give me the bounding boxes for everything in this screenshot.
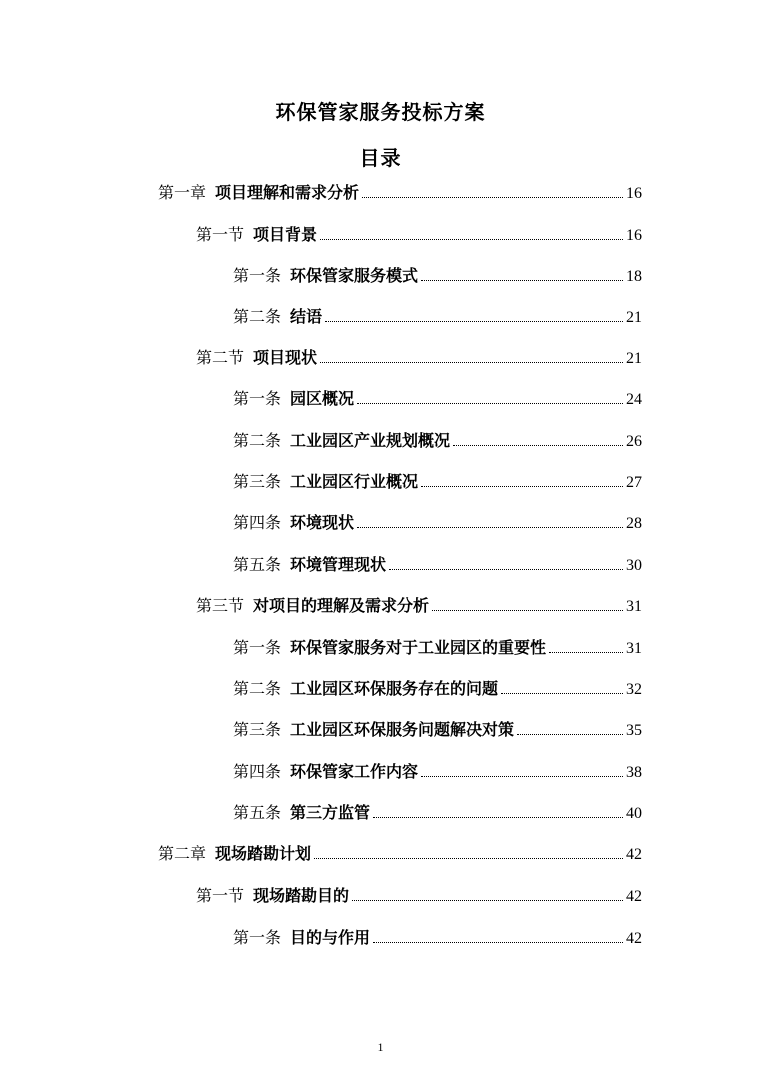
toc-entry[interactable] [233,760,642,784]
toc-entry-title: 环保管家工作内容 [290,762,419,781]
toc-entry-page: 40 [626,805,642,822]
toc-entry-page: 42 [626,930,642,947]
toc-entry-prefix: 第二条 [233,679,282,698]
toc-dot-leader [453,444,623,446]
toc-dot-leader [325,320,623,322]
toc-entry[interactable] [196,346,642,370]
toc-entry[interactable] [233,636,642,660]
page-number: 1 [377,1040,384,1054]
toc-entry-page: 38 [626,764,642,781]
toc-entry[interactable] [233,387,642,411]
toc-entry-title: 项目理解和需求分析 [215,183,360,202]
toc-entry-page: 35 [626,722,642,739]
toc-entry-title: 环境管理现状 [290,555,387,574]
toc-entry[interactable] [233,677,642,701]
toc-dot-leader [389,568,623,570]
toc-entry-title: 项目背景 [253,225,318,244]
toc-dot-leader [421,775,623,777]
toc-dot-leader [549,651,623,653]
toc-dot-leader [501,692,623,694]
toc-entry[interactable] [233,470,642,494]
toc-dot-leader [373,941,623,943]
toc-entry-prefix: 第一条 [233,928,282,947]
toc-dot-leader [373,816,623,818]
toc-dot-leader [357,402,623,404]
toc-entry-prefix: 第五条 [233,803,282,822]
toc-entry-page: 24 [626,391,642,408]
toc-entry[interactable] [233,801,642,825]
toc-entry-title: 园区概况 [290,389,355,408]
toc-dot-leader [517,733,623,735]
toc-entry-title: 工业园区行业概况 [290,472,419,491]
toc-entry-title: 结语 [290,307,323,326]
toc-entry-title: 工业园区环保服务存在的问题 [290,679,499,698]
toc-entry-prefix: 第三节 [196,596,245,615]
toc-entry-title: 现场踏勘计划 [215,844,312,863]
toc-entry-page: 31 [626,598,642,615]
toc-entry[interactable] [196,594,642,618]
toc-entry-title: 工业园区环保服务问题解决对策 [290,720,515,739]
toc-dot-leader [362,196,623,198]
toc-entry-title: 对项目的理解及需求分析 [253,596,430,615]
toc-entry-prefix: 第二节 [196,348,245,367]
toc-entry-page: 42 [626,888,642,905]
toc-entry-page: 21 [626,350,642,367]
toc-entry-title: 第三方监管 [290,803,371,822]
toc-entry-page: 16 [626,185,642,202]
toc-entry-page: 16 [626,227,642,244]
toc-entry-page: 28 [626,515,642,532]
toc-entry-page: 21 [626,309,642,326]
toc-entry-title: 环保管家服务对于工业园区的重要性 [290,638,547,657]
toc-entry-prefix: 第三条 [233,720,282,739]
toc-entry-page: 31 [626,640,642,657]
toc-dot-leader [432,609,623,611]
toc-entry-prefix: 第五条 [233,555,282,574]
toc-dot-leader [314,857,623,859]
toc-heading: 目录 [359,146,402,170]
toc-entry-prefix: 第二章 [158,844,207,863]
toc-entry[interactable] [233,511,642,535]
toc-dot-leader [320,238,623,240]
toc-entry-prefix: 第一章 [158,183,207,202]
toc-dot-leader [357,526,623,528]
toc-entry[interactable] [158,181,642,205]
toc-entry-prefix: 第一条 [233,638,282,657]
toc-entry-prefix: 第四条 [233,513,282,532]
toc-entry-prefix: 第三条 [233,472,282,491]
toc-entry-title: 环境现状 [290,513,355,532]
toc-dot-leader [352,899,623,901]
toc-dot-leader [421,279,623,281]
toc-entry-prefix: 第一节 [196,886,245,905]
toc-entry-page: 32 [626,681,642,698]
toc-entry[interactable] [196,884,642,908]
toc-entry-title: 环保管家服务模式 [290,266,419,285]
toc-entry[interactable] [233,305,642,329]
toc-entry-prefix: 第一节 [196,225,245,244]
toc-entry-title: 目的与作用 [290,928,371,947]
toc-entry[interactable] [196,223,642,247]
toc-entry-page: 30 [626,557,642,574]
toc-entry-prefix: 第一条 [233,266,282,285]
toc-dot-leader [421,485,623,487]
toc-entry[interactable] [233,553,642,577]
document-title: 环保管家服务投标方案 [275,100,486,124]
toc-entry-page: 18 [626,268,642,285]
toc-entry-prefix: 第四条 [233,762,282,781]
toc-entry-prefix: 第一条 [233,389,282,408]
toc-entry-title: 工业园区产业规划概况 [290,431,451,450]
toc-entry[interactable] [233,264,642,288]
toc-entry-page: 42 [626,846,642,863]
toc-entry-prefix: 第二条 [233,307,282,326]
toc-entry[interactable] [233,429,642,453]
toc-entry[interactable] [233,718,642,742]
toc-entry-title: 现场踏勘目的 [253,886,350,905]
toc-entry[interactable] [158,842,642,866]
toc-entry-title: 项目现状 [253,348,318,367]
toc-dot-leader [320,361,623,363]
toc-entry-page: 26 [626,433,642,450]
toc-entry-page: 27 [626,474,642,491]
toc-entry[interactable] [233,926,642,950]
toc-entry-prefix: 第二条 [233,431,282,450]
